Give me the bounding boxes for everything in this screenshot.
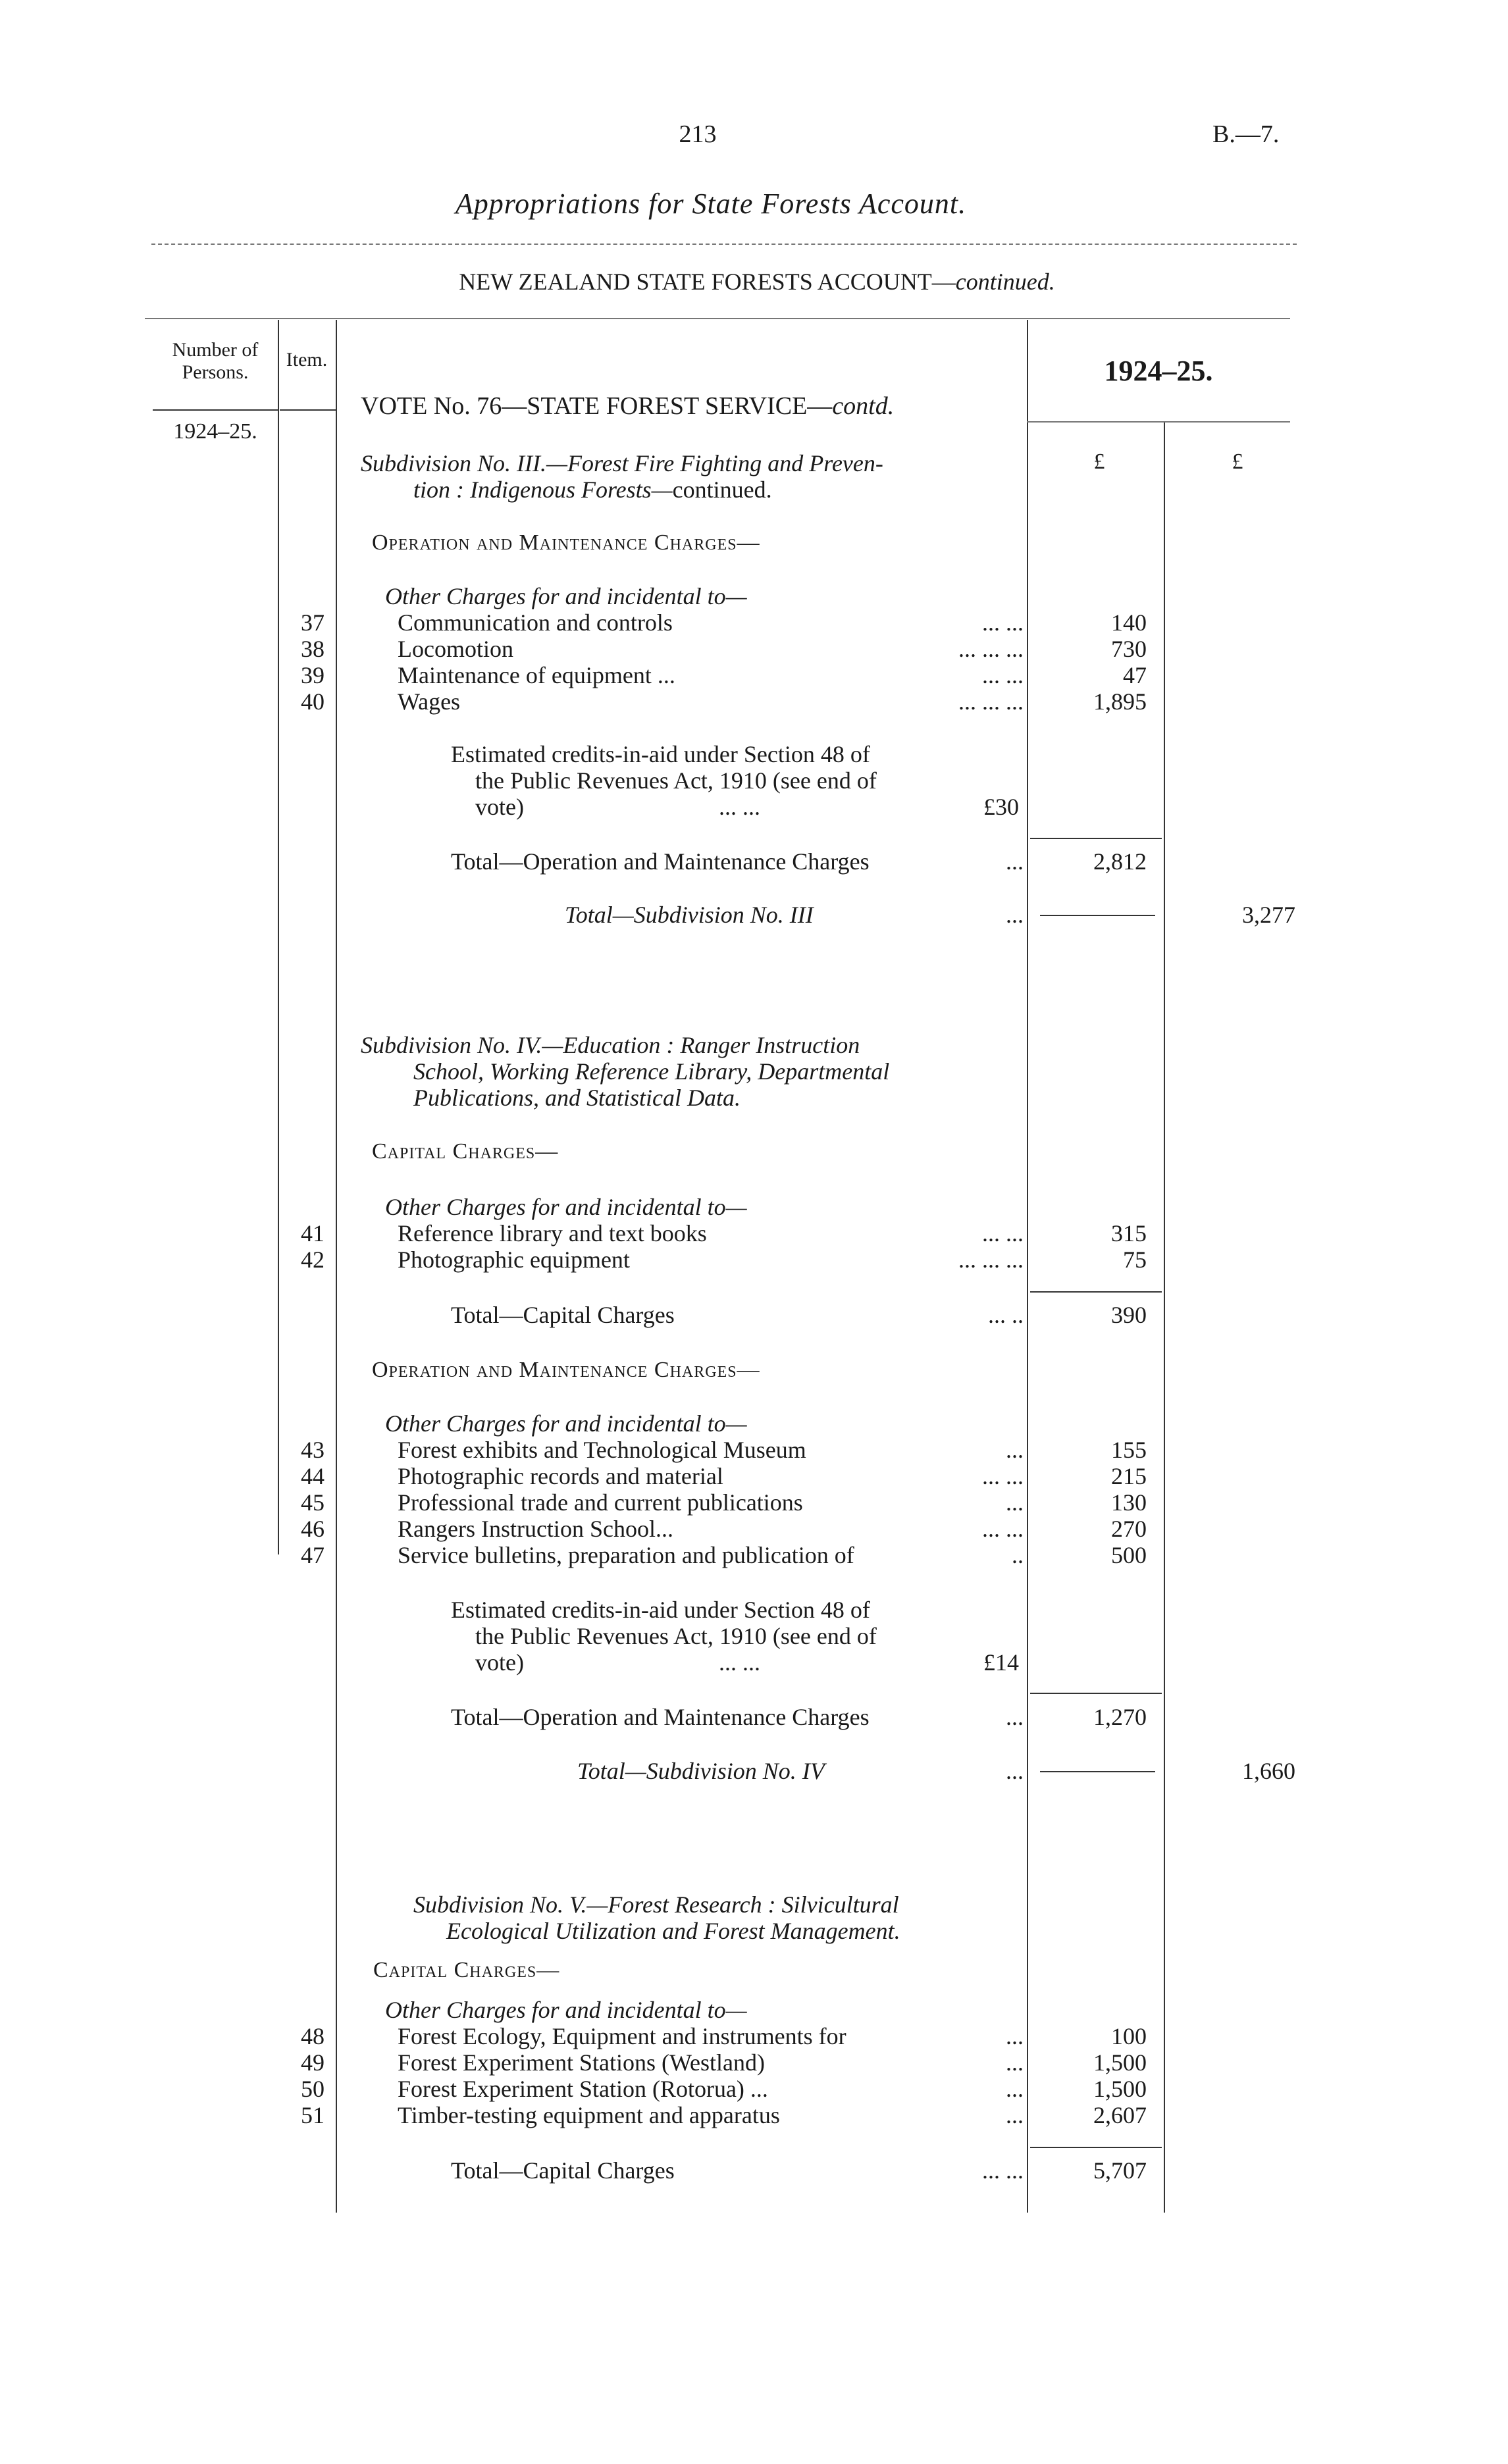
sub3-total-subdivision-amount: 3,277 (1242, 902, 1295, 928)
row-description: Maintenance of equipment ... (398, 662, 675, 688)
page-number: 213 (679, 120, 717, 148)
sub4-other-charges-capital: Other Charges for and incidental to— (385, 1194, 747, 1220)
row-description: Locomotion (398, 636, 513, 662)
sub4-total-om-amount: 1,270 (1093, 1704, 1147, 1730)
item-number: 40 (301, 688, 325, 715)
table-top-rule (145, 318, 1290, 319)
row-amount: 140 (1111, 609, 1147, 636)
sub3-heading-cont: continued. (672, 476, 772, 503)
sub4-total-subdivision-label: Total—Subdivision No. IV (577, 1758, 825, 1784)
item-number: 42 (301, 1246, 325, 1273)
leader-dots: ... (1006, 2076, 1024, 2102)
sub3-total-om-dots: ... (1006, 848, 1024, 875)
sub3-om-label: Operation and Maintenance Charges— (372, 530, 760, 555)
sub5-heading-line1: Subdivision No. V.—Forest Research : Silvicultural (413, 1891, 899, 1918)
sub5-capital-total-rule (1030, 2147, 1162, 2148)
column-divider-total (1164, 423, 1165, 2213)
column-divider-persons (278, 320, 279, 1554)
leader-dots: ... ... (982, 1220, 1024, 1246)
row-amount: 75 (1123, 1246, 1147, 1273)
title-rule (151, 244, 1297, 245)
sub5-other-charges: Other Charges for and incidental to— (385, 1997, 747, 2023)
row-amount: 47 (1123, 662, 1147, 688)
row-amount: 215 (1111, 1463, 1147, 1489)
row-description: Forest exhibits and Technological Museum (398, 1437, 806, 1463)
item-number: 51 (301, 2102, 325, 2128)
item-number: 46 (301, 1516, 325, 1542)
item-number: 49 (301, 2049, 325, 2076)
sub4-om-label: Operation and Maintenance Charges— (372, 1358, 760, 1382)
sub4-heading-line3: Publications, and Statistical Data. (413, 1085, 741, 1111)
sub4-total-capital-label: Total—Capital Charges (451, 1302, 675, 1328)
leader-dots: ... ... (982, 609, 1024, 636)
sub3-credits-line1: Estimated credits-in-aid under Section 48 of (451, 741, 870, 767)
row-description: Reference library and text books (398, 1220, 707, 1246)
sub3-total-om-amount: 2,812 (1093, 848, 1147, 875)
item-number: 50 (301, 2076, 325, 2102)
sub3-credits-dots: ... ... (719, 794, 760, 820)
leader-dots: ... ... (982, 662, 1024, 688)
row-description: Forest Experiment Station (Rotorua) ... (398, 2076, 768, 2102)
row-amount: 500 (1111, 1542, 1147, 1568)
sub4-total-capital-dots: ... .. (988, 1302, 1024, 1328)
leader-dots: ... (1006, 2102, 1024, 2128)
row-amount: 1,500 (1093, 2049, 1147, 2076)
row-description: Professional trade and current publications (398, 1489, 803, 1516)
page-reference: B.—7. (1212, 120, 1280, 148)
sub3-heading-line1: Subdivision No. III.—Forest Fire Fighting and Preven- (361, 450, 883, 476)
sub3-credits-line2: the Public Revenues Act, 1910 (see end of (475, 767, 877, 794)
sub4-credits-line1: Estimated credits-in-aid under Section 48 of (451, 1597, 870, 1623)
sub3-total-om-label: Total—Operation and Maintenance Charges (451, 848, 870, 875)
row-description: Wages (398, 688, 461, 715)
leader-dots: ... ... (982, 1463, 1024, 1489)
row-amount: 315 (1111, 1220, 1147, 1246)
vote-heading-main: VOTE No. 76—STATE FOREST SERVICE— (361, 392, 833, 420)
item-number: 37 (301, 609, 325, 636)
sub4-capital-total-rule (1030, 1291, 1162, 1293)
leader-dots: .. (1012, 1542, 1024, 1568)
sub4-other-charges-om: Other Charges for and incidental to— (385, 1410, 747, 1437)
leader-dots: ... (1006, 2023, 1024, 2049)
sub4-om-total-rule (1030, 1693, 1162, 1694)
sub4-credits-amount: £14 (983, 1649, 1019, 1676)
pound-header-left: £ (1093, 449, 1105, 474)
account-title-cont: continued. (955, 269, 1055, 295)
account-title-main: NEW ZEALAND STATE FORESTS ACCOUNT— (459, 269, 956, 295)
sub4-capital-label: Capital Charges— (372, 1139, 559, 1164)
sub5-capital-label: Capital Charges— (373, 1958, 560, 1982)
sub5-total-capital-amount: 5,707 (1093, 2157, 1147, 2184)
leader-dots: ... (1006, 2049, 1024, 2076)
sub3-heading-line2 (413, 476, 772, 503)
row-amount: 270 (1111, 1516, 1147, 1542)
page-title: Appropriations for State Forests Account. (455, 188, 967, 220)
row-amount: 130 (1111, 1489, 1147, 1516)
item-number: 47 (301, 1542, 325, 1568)
persons-year-header: 1924–25. (173, 419, 257, 444)
sub4-heading-line1: Subdivision No. IV.—Education : Ranger Instruction (361, 1032, 860, 1058)
sub5-total-capital-label: Total—Capital Charges (451, 2157, 675, 2184)
row-amount: 2,607 (1093, 2102, 1147, 2128)
row-amount: 730 (1111, 636, 1147, 662)
sub3-credits-amount: £30 (983, 794, 1019, 820)
sub4-credits-dots: ... ... (719, 1649, 760, 1676)
sub3-om-total-rule (1030, 838, 1162, 839)
item-number: 43 (301, 1437, 325, 1463)
sub4-credits-line2: the Public Revenues Act, 1910 (see end of (475, 1623, 877, 1649)
sub3-other-charges: Other Charges for and incidental to— (385, 583, 747, 609)
row-amount: 100 (1111, 2023, 1147, 2049)
item-number: 44 (301, 1463, 325, 1489)
sub4-total-om-dots: ... (1006, 1704, 1024, 1730)
row-amount: 155 (1111, 1437, 1147, 1463)
sub3-heading-b: tion : Indigenous Forests— (413, 476, 673, 503)
row-amount: 1,895 (1093, 688, 1147, 715)
sub4-heading-line2: School, Working Reference Library, Departmental (413, 1058, 890, 1085)
sub4-total-subdivision-dots: ... (1006, 1758, 1024, 1784)
sub4-total-capital-amount: 390 (1111, 1302, 1147, 1328)
vote-heading-cont: contd. (832, 392, 895, 420)
number-of-persons-header: Number of Persons. (172, 339, 259, 383)
leader-dots: ... (1006, 1437, 1024, 1463)
vote-heading (361, 392, 894, 421)
leader-dots: ... ... (982, 1516, 1024, 1542)
sub3-total-subdivision-label: Total—Subdivision No. III (565, 902, 814, 928)
sub4-total-dash (1040, 1771, 1155, 1772)
item-number: 39 (301, 662, 325, 688)
leader-dots: ... ... ... (958, 1246, 1024, 1273)
row-description: Photographic equipment (398, 1246, 630, 1273)
row-description: Photographic records and material (398, 1463, 723, 1489)
row-description: Communication and controls (398, 609, 673, 636)
row-description: Forest Ecology, Equipment and instruments for (398, 2023, 846, 2049)
year-header: 1924–25. (1104, 355, 1213, 387)
row-description: Timber-testing equipment and apparatus (398, 2102, 780, 2128)
sub4-credits-vote: vote) (475, 1649, 524, 1676)
sub3-total-dash (1040, 915, 1155, 916)
sub4-total-om-label: Total—Operation and Maintenance Charges (451, 1704, 870, 1730)
leader-dots: ... ... ... (958, 636, 1024, 662)
row-description: Rangers Instruction School... (398, 1516, 673, 1542)
sub3-credits-vote: vote) (475, 794, 524, 820)
item-number: 38 (301, 636, 325, 662)
item-number: 48 (301, 2023, 325, 2049)
item-header: Item. (286, 349, 328, 371)
row-amount: 1,500 (1093, 2076, 1147, 2102)
persons-header-rule (153, 409, 278, 411)
leader-dots: ... ... ... (958, 688, 1024, 715)
item-header-rule (280, 409, 336, 411)
leader-dots: ... (1006, 1489, 1024, 1516)
item-number: 45 (301, 1489, 325, 1516)
account-title (329, 268, 1185, 295)
year-header-rule (1027, 421, 1290, 423)
column-divider-item (336, 320, 337, 2213)
row-description: Service bulletins, preparation and publication of (398, 1542, 854, 1568)
sub4-total-subdivision-amount: 1,660 (1242, 1758, 1295, 1784)
row-description: Forest Experiment Stations (Westland) (398, 2049, 765, 2076)
sub5-total-capital-dots: ... ... (982, 2157, 1024, 2184)
pound-header-right: £ (1232, 449, 1243, 474)
sub5-heading-line2: Ecological Utilization and Forest Management. (446, 1918, 900, 1944)
sub3-total-subdivision-dots: ... (1006, 902, 1024, 928)
item-number: 41 (301, 1220, 325, 1246)
